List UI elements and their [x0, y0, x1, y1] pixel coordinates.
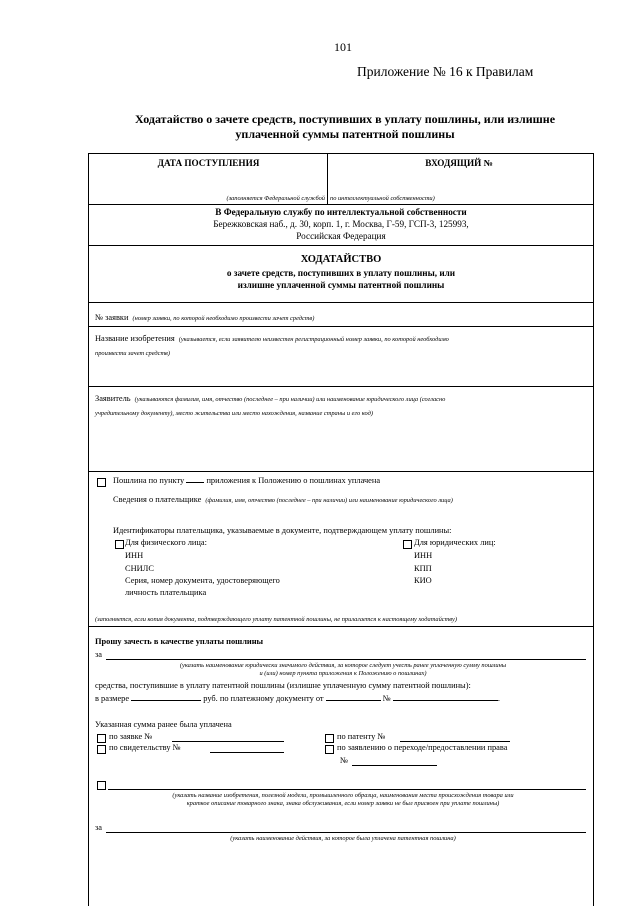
by-statement-label: по заявлению о переходе/предоставлении права	[337, 743, 508, 752]
by-application-label: по заявке №	[109, 732, 153, 741]
individual-checkbox[interactable]	[115, 540, 124, 549]
addressee-line2: Бережковская наб., д. 30, корп. 1, г. Москва, Г-59, ГСП-3, 125993,	[213, 219, 469, 229]
fee-paid-text-a: Пошлина по пункту	[113, 476, 185, 485]
appendix-label: Приложение № 16 к Правилам	[357, 64, 534, 79]
legal-entity-label: Для юридических лиц:	[414, 538, 496, 547]
invention-name-field[interactable]	[95, 331, 589, 359]
kio-label: КИО	[414, 576, 432, 585]
payment-date-input[interactable]	[326, 700, 381, 701]
filled-by-note-left: (заполняется Федеральной службой	[226, 195, 325, 202]
doc-title-line2: уплаченной суммы патентной пошлины	[235, 127, 455, 141]
addressee-line3: Российская Федерация	[296, 231, 386, 241]
legal-action-hint1: (указать наименование юридически значимого действия, за которое следует учесть ранее уплаченную сумму пошлины	[179, 662, 507, 669]
application-number-label: № заявки	[95, 313, 129, 322]
payer-identifiers-title: Идентификаторы плательщика, указываемые в документе, подтверждающем уплату пошлины:	[113, 526, 452, 535]
snils-label: СНИЛС	[125, 564, 154, 573]
petition-subtitle-1: о зачете средств, поступивших в уплату пошлины, или	[226, 268, 456, 278]
id-document-label-2: личность плательщика	[125, 588, 207, 597]
by-certificate-input[interactable]	[210, 752, 284, 753]
statement-number-label: №	[340, 756, 348, 765]
za-label: за	[95, 650, 103, 659]
by-certificate-checkbox[interactable]	[97, 745, 106, 754]
kpp-label: КПП	[414, 564, 432, 573]
payer-info-hint: (фамилия, имя, отчество (последнее – при наличии) или наименование юридического лица)	[205, 497, 453, 504]
previously-paid-title: Указанная сумма ранее была уплачена	[95, 720, 232, 729]
applicant-hint2: учредительному документу), место жительства или место нахождения, название страны и его код)	[95, 410, 373, 417]
payer-info-label: Сведения о плательщике	[113, 495, 202, 504]
paid-action-input[interactable]	[106, 832, 586, 833]
by-statement-checkbox[interactable]	[325, 745, 334, 754]
object-checkbox[interactable]	[97, 781, 106, 790]
doc-title-line1: Ходатайство о зачете средств, поступивших в уплату пошлины, или излишне	[134, 112, 556, 126]
application-number-row[interactable]	[95, 307, 314, 325]
fee-clause-input[interactable]	[186, 482, 204, 483]
payment-number-label: №	[382, 694, 391, 703]
by-application-input[interactable]	[172, 741, 284, 742]
invention-name-label: Название изобретения	[95, 334, 175, 343]
object-hint1: (указать название изобретения, полезной модели, промышленного образца, наименования места происхождения товара или	[172, 792, 514, 799]
amount-row-dot: .	[497, 694, 500, 703]
payment-doc-label: руб. по платежному документу от	[203, 694, 324, 703]
addressee-line1: В Федеральную службу по интеллектуальной собственности	[215, 207, 467, 217]
divider	[89, 386, 593, 387]
divider	[89, 471, 593, 472]
by-application-checkbox[interactable]	[97, 734, 106, 743]
by-certificate-label: по свидетельству №	[109, 743, 181, 752]
za-label-2: за	[95, 823, 103, 832]
petition-title: ХОДАТАЙСТВО	[300, 254, 382, 265]
divider	[89, 302, 593, 303]
by-patent-checkbox[interactable]	[325, 734, 334, 743]
amount-label: в размере	[95, 694, 130, 703]
by-patent-input[interactable]	[400, 741, 510, 742]
applicant-hint1: (указываются фамилия, имя, отчество (последнее – при наличии) или наименование юридического лица (согласно	[134, 396, 446, 403]
applicant-field[interactable]	[95, 391, 589, 419]
divider	[89, 204, 593, 205]
fee-paid-text-b: приложения к Положению о пошлинах уплачена	[206, 476, 381, 485]
inn-legal-label: ИНН	[414, 551, 433, 560]
date-received-label: ДАТА ПОСТУПЛЕНИЯ	[157, 158, 260, 168]
legal-entity-checkbox[interactable]	[403, 540, 412, 549]
offset-request-title: Прошу зачесть в качестве уплаты пошлины	[95, 637, 264, 646]
divider	[89, 326, 593, 327]
individual-label: Для физического лица:	[125, 538, 207, 547]
payer-info-row[interactable]	[113, 489, 453, 507]
application-number-hint: (номер заявки, по которой необходимо произвести зачет средств)	[132, 315, 315, 322]
copy-document-note: (заполняется, если копия документа, подтверждающего уплату патентной пошлины, не прилагается к настоящему ходатайству)	[95, 616, 457, 623]
statement-number-input[interactable]	[352, 765, 437, 766]
amount-input[interactable]	[131, 700, 201, 701]
id-document-label-1: Серия, номер документа, удостоверяющего	[125, 576, 280, 585]
applicant-label: Заявитель	[95, 394, 131, 403]
payment-number-input[interactable]	[393, 700, 498, 701]
fee-paid-row	[113, 476, 380, 485]
page-number: 101	[334, 40, 352, 54]
divider	[89, 245, 593, 246]
petition-subtitle-2: излишне уплаченной суммы патентной пошлины	[237, 280, 445, 290]
invention-name-hint1: (указывается, если заявителю неизвестен регистрационный номер заявки, по которой необходимо	[178, 336, 449, 343]
fee-paid-checkbox[interactable]	[97, 478, 106, 487]
incoming-number-label: ВХОДЯЩИЙ №	[425, 158, 493, 168]
legal-action-hint2: и (или) номер пункта приложения к Положению о пошлинах)	[259, 670, 427, 677]
inn-label: ИНН	[125, 551, 144, 560]
divider	[89, 626, 593, 627]
object-description-input[interactable]	[108, 789, 586, 790]
filled-by-note-right: по интеллектуальной собственности)	[330, 195, 435, 202]
invention-name-hint2: произвести зачет средств)	[95, 350, 170, 357]
object-hint2: краткое описание товарного знака, знака обслуживания, если номер заявки не был присвоен при уплате пошлины)	[186, 800, 500, 807]
by-patent-label: по патенту №	[337, 732, 386, 741]
legal-action-input[interactable]	[106, 659, 586, 660]
amount-row	[95, 694, 500, 703]
paid-action-hint: (указать наименование действия, за которое была уплачена патентная пошлина)	[230, 835, 456, 842]
funds-received-line: средства, поступившие в уплату патентной пошлины (излишне уплаченную сумму патентной пошлины):	[95, 681, 471, 690]
